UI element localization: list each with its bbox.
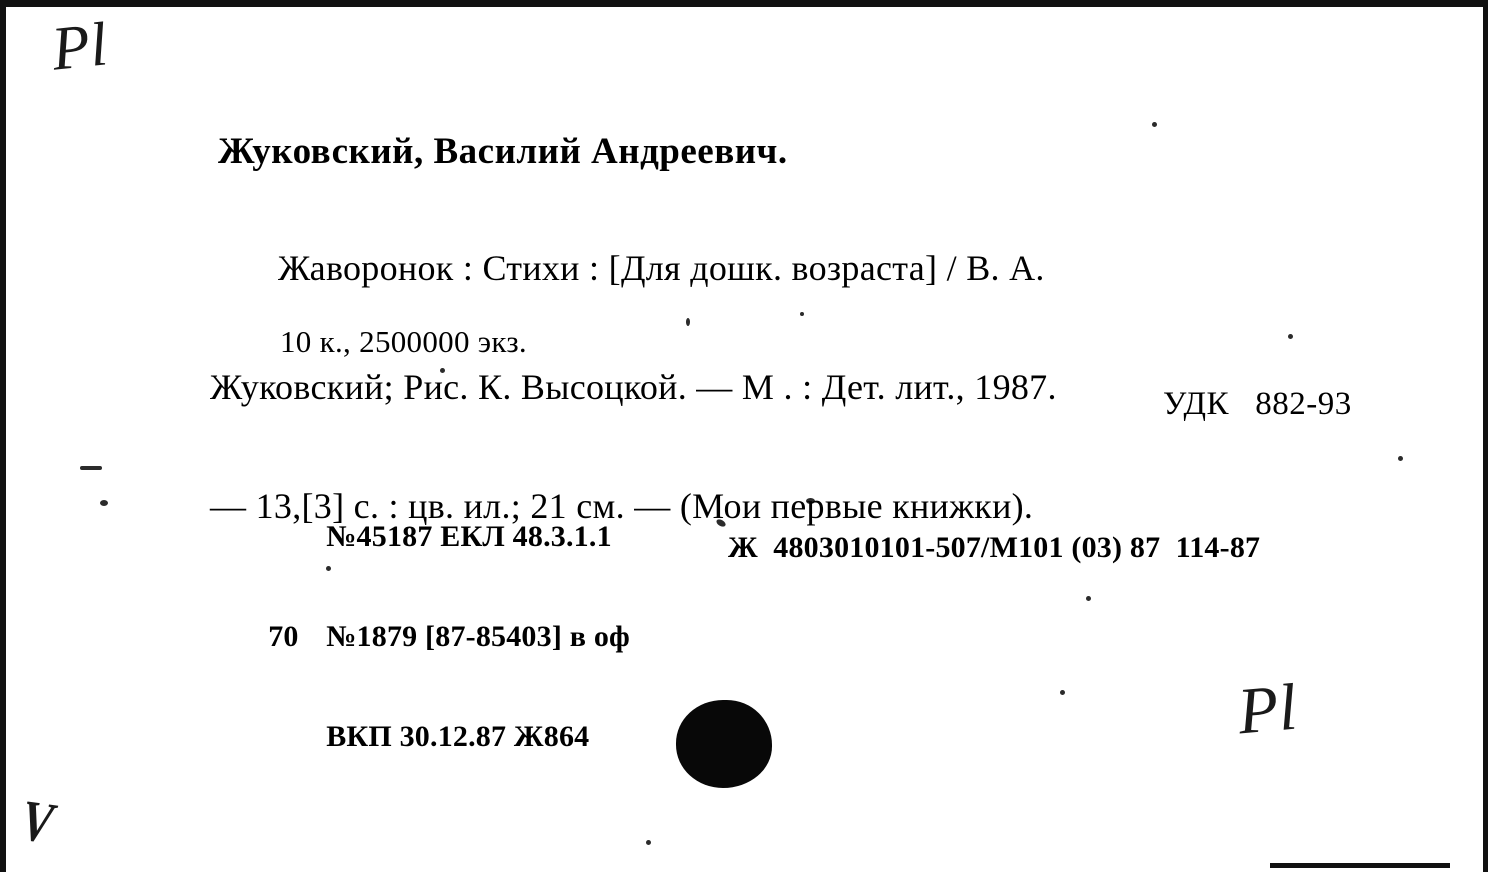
scan-border-right: [1483, 0, 1488, 872]
description-line-1: Жаворонок : Стихи : [Для дошк. возраста] / В. А.: [278, 248, 1045, 288]
handwritten-mark-bottom-right: Pl: [1234, 670, 1300, 749]
ink-blot: [676, 700, 772, 788]
description-line-3: — 13,[3] с. : цв. ил.; 21 см. — (Мои первые книжки).: [210, 486, 1034, 526]
catalog-row: [222, 592, 630, 653]
scan-border-bottom-stub: [1270, 863, 1450, 868]
scan-speck: [646, 840, 651, 845]
handwritten-mark-top-left: Pl: [48, 10, 111, 84]
catalog-row-text: ВКП 30.12.87 Ж864: [326, 720, 590, 753]
scan-speck: [1086, 596, 1091, 601]
card-publisher-code: Ж 4803010101-507/М101 (03) 87 114-87: [728, 531, 1261, 564]
catalog-row-text: №45187 ЕКЛ 48.3.1.1: [326, 520, 612, 553]
catalog-row: [222, 492, 630, 553]
scan-speck: [1152, 122, 1157, 127]
scan-border-top: [0, 0, 1488, 7]
scan-speck: [1398, 456, 1403, 461]
handwritten-check-mark: V: [17, 787, 58, 856]
card-udk-code: УДК 882-93: [1163, 386, 1352, 422]
catalog-row-number: 70: [268, 620, 299, 653]
scan-speck: [1060, 690, 1065, 695]
scan-speck: [80, 466, 102, 470]
scan-border-left: [0, 0, 6, 872]
scan-speck: [1288, 334, 1293, 339]
scan-speck: [100, 500, 108, 506]
card-price-and-print-run: 10 к., 2500000 экз.: [280, 324, 527, 359]
description-line-2: Жуковский; Рис. К. Высоцкой. — М . : Дет. лит., 1987.: [210, 367, 1057, 407]
card-catalog-block: [222, 432, 630, 792]
card-author: Жуковский, Василий Андреевич.: [218, 131, 788, 172]
catalog-row-text: №1879 [87-85403] в оф: [326, 620, 630, 653]
catalog-row: [222, 692, 630, 753]
